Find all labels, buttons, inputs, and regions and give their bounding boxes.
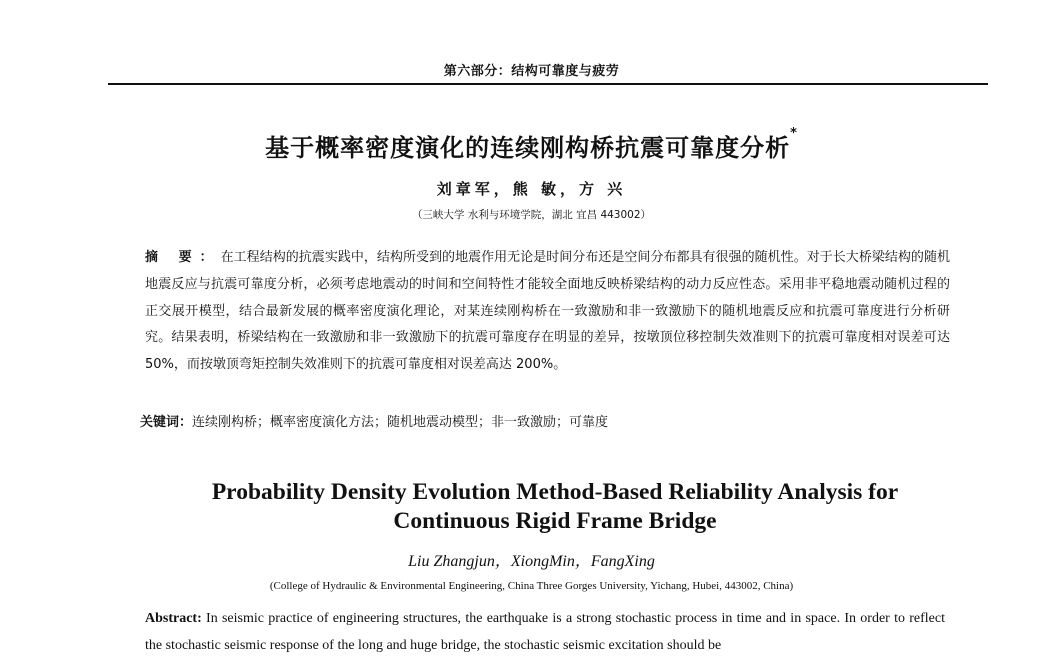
title-footnote-mark: * (790, 126, 798, 141)
title-english (100, 478, 1010, 536)
keywords-chinese (140, 411, 960, 430)
abstract-english-text: In seismic practice of engineering structures, the earthquake is a strong stochastic process in time and in space. In order to reflect the stochastic seismic response of the long and huge bridge, the stochastic seismic excitation should be (145, 611, 946, 653)
title-english-line1: Probability Density Evolution Method-Based Reliability Analysis for (211, 479, 899, 505)
keywords-chinese-label: 关键词： (140, 415, 193, 430)
abstract-chinese (145, 245, 950, 379)
title-english-line2: Continuous Rigid Frame Bridge (393, 508, 717, 534)
authors-chinese: 刘章军，熊 敏，方 兴 (436, 180, 627, 198)
abstract-english (145, 605, 945, 659)
abstract-chinese-text: 在工程结构的抗震实践中，结构所受到的地震作用无论是时间分布还是空间分布都具有很强的随机性。对于长大桥梁结构的随机地震反应与抗震可靠度分析，必须考虑地震动的时间和空间特性才能较全面地反映桥梁结构的动力反应性态。采用非平稳地震动随机过程的正交展开模型，结合最新发展的概率密度演化理论，对某连续刚构桥在一致激励和非一致激励下的随机地震反应和抗震可靠度进行分析研究。结果表明，桥梁结构在一致激励和非一致激励下的抗震可靠度存在明显的差异，按墩顶位移控制失效准则下的抗震可靠度相对误差可达 50%，而按墩顶弯矩控制失效准则下的抗震可靠度相对误差高达 200%。 (145, 250, 950, 373)
abstract-chinese-label: 摘 要： (145, 250, 221, 265)
header-rule (108, 83, 988, 85)
keywords-chinese-text: 连续刚构桥；概率密度演化方法；随机地震动模型；非一致激励；可靠度 (192, 415, 609, 430)
title-chinese-text: 基于概率密度演化的连续刚构桥抗震可靠度分析 (265, 134, 791, 162)
affiliation-english: (College of Hydraulic & Environmental Engineering, China Three Gorges University, Yichang, Hubei, 443002, China) (269, 580, 794, 592)
authors-english: Liu Zhangjun，XiongMin，FangXing (408, 553, 655, 570)
title-chinese (0, 128, 1063, 163)
abstract-english-label: Abstract: (145, 611, 202, 626)
running-header: 第六部分：结构可靠度与疲劳 (443, 64, 620, 79)
affiliation-chinese: （三峡大学 水利与环境学院，湖北 宜昌 443002） (411, 209, 652, 221)
